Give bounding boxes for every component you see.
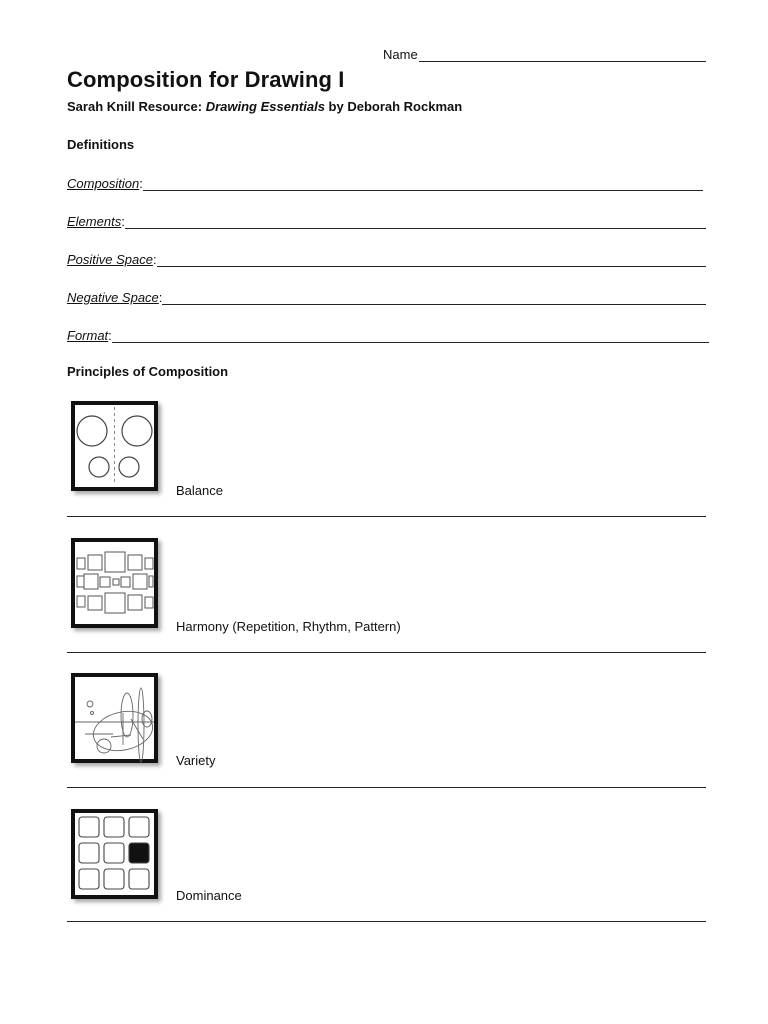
principle-blank-line[interactable] (67, 787, 706, 788)
principle-blank-line[interactable] (67, 516, 706, 517)
variety-diagram-icon (71, 673, 158, 763)
definition-term: Elements (67, 214, 122, 229)
definition-colon: : (121, 214, 125, 229)
principle-label-balance: Balance (176, 483, 223, 498)
name-field[interactable] (383, 47, 706, 62)
definition-colon: : (108, 328, 112, 343)
subtitle-book-title: Drawing Essentials (205, 99, 325, 114)
definition-colon: : (139, 176, 143, 191)
definition-term: Composition (67, 176, 140, 191)
definition-row-format[interactable] (67, 325, 709, 343)
definition-row-negative-space[interactable] (67, 287, 706, 305)
harmony-diagram-icon (71, 538, 158, 628)
definition-term: Negative Space (67, 290, 159, 305)
definition-blank-line[interactable] (143, 176, 703, 191)
definitions-heading: Definitions (67, 137, 135, 152)
principles-heading: Principles of Composition (67, 364, 229, 379)
name-blank-line[interactable] (419, 47, 706, 62)
principle-blank-line[interactable] (67, 652, 706, 653)
name-label: Name (383, 47, 418, 62)
definition-colon: : (158, 290, 163, 305)
definition-blank-line[interactable] (157, 252, 706, 267)
definition-row-composition[interactable] (67, 173, 703, 191)
dominance-diagram-icon (71, 809, 158, 899)
definition-term: Format (67, 328, 109, 343)
page-subtitle (67, 99, 462, 114)
definition-colon: : (153, 252, 157, 267)
definition-row-positive-space[interactable] (67, 249, 706, 267)
subtitle-prefix: Sarah Knill Resource: (67, 99, 206, 114)
page-title: Composition for Drawing I (67, 67, 345, 92)
principle-label-harmony: Harmony (Repetition, Rhythm, Pattern) (176, 619, 401, 634)
subtitle-suffix: by Deborah Rockman (324, 99, 463, 114)
principle-label-variety: Variety (176, 753, 216, 768)
definition-term: Positive Space (67, 252, 153, 267)
balance-diagram-icon (71, 401, 158, 491)
definition-blank-line[interactable] (112, 328, 709, 343)
definition-blank-line[interactable] (162, 290, 706, 305)
definition-blank-line[interactable] (125, 214, 706, 229)
principle-label-dominance: Dominance (176, 888, 242, 903)
principle-blank-line[interactable] (67, 921, 706, 922)
definition-row-elements[interactable] (67, 211, 706, 229)
